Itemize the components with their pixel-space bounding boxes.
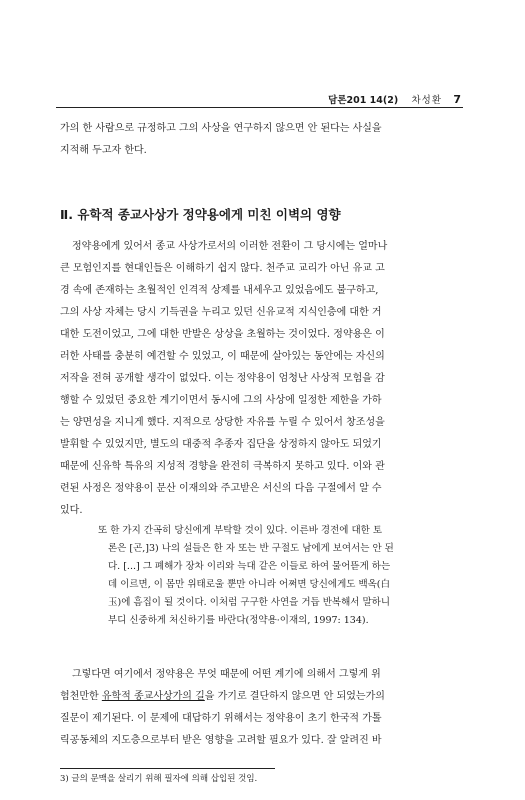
text-line: 발휘할 수 있었지만, 별도의 대중적 추종자 집단을 상정하지 않아도 되었기 <box>60 439 382 450</box>
quote-line: 데 이르면, 이 몸만 위태로울 뿐만 아니라 어쩌면 당신에게도 백옥(白 <box>108 579 391 590</box>
quote-line: 玉)에 흠집이 될 것이다. 이처럼 구구한 사연을 거듭 반복해서 말하니 <box>108 597 391 608</box>
quote-line: 론은 [곤,]3) 나의 설들은 한 자 또는 반 구절도 남에게 보여서는 안 된 <box>108 543 394 554</box>
text-line: 지적해 두고자 한다. <box>60 145 147 156</box>
quote-line: 다. [...] 그 폐해가 장차 이리와 늑대 같은 이들로 하여 물어뜯게 하는 <box>108 561 391 572</box>
text-line: 경 속에 존재하는 초월적인 인격적 상제를 내세우고 있었음에도 불구하고, <box>60 285 379 296</box>
text-line: 러한 사태를 충분히 예견할 수 있었고, 이 때문에 살아있는 동안에는 자신의 <box>60 351 385 362</box>
text-line: 있다. <box>60 505 83 516</box>
text-line <box>60 686 459 708</box>
text-line: 그의 사상 자체는 당시 기득권을 누리고 있던 신유교적 지식인층에 대한 거 <box>60 307 382 318</box>
text-line: 정약용에게 있어서 종교 사상가로서의 이러한 전환이 그 당시에는 얼마나 <box>72 241 388 252</box>
body-paragraph-1 <box>60 236 459 522</box>
quote-line: 부디 신중하게 처신하기를 바란다(정약용·이재의, 1997: 134). <box>108 615 369 626</box>
author-name: 차성환 <box>411 95 443 106</box>
underlined-phrase: 유학적 종교사상가의 길 <box>101 691 205 702</box>
quote-line: 또 한 가지 간곡히 당신에게 부탁할 것이 있다. 이른바 경전에 대한 토 <box>98 525 383 536</box>
running-head <box>328 92 461 106</box>
text-fragment: 험천만한 <box>60 691 102 702</box>
text-line: 련된 사정은 정약용이 문산 이재의와 주고받은 서신의 다음 구절에서 알 수 <box>60 483 382 494</box>
text-line: 행할 수 있었던 중요한 계기이면서 동시에 그의 사상에 일정한 제한을 가하 <box>60 395 382 406</box>
text-line: 릭공동체의 지도층으로부터 받은 영향을 고려할 필요가 있다. 잘 알려진 바 <box>60 735 382 746</box>
header-rule <box>56 107 463 108</box>
text-line: 큰 모험인지를 현대인들은 이해하기 쉽지 않다. 천주교 교리가 아닌 유교 고 <box>60 263 385 274</box>
text-fragment: 을 가기로 결단하지 않으면 안 되었는가의 <box>204 691 385 702</box>
footnote: 3) 글의 문맥을 살리기 위해 필자에 의해 삽입된 것임. <box>60 774 258 784</box>
text-line: 때문에 신유학 특유의 지성적 경향을 완전히 극복하지 못하고 있다. 이와 관 <box>60 461 385 472</box>
text-line: 는 양면성을 지니게 했다. 지적으로 상당한 자유를 누릴 수 있어서 창조성을 <box>60 417 385 428</box>
text-line: 가의 한 사람으로 규정하고 그의 사상을 연구하지 않으면 안 된다는 사실을 <box>60 123 382 134</box>
text-line: 질문이 제기된다. 이 문제에 대답하기 위해서는 정약용이 초기 한국적 가톨 <box>60 713 382 724</box>
text-line: 저작을 전혀 공개할 생각이 없었다. 이는 정약용이 엄청난 사상적 모험을 감 <box>60 373 385 384</box>
text-line: 대한 도전이었고, 그에 대한 반발은 상상을 초월하는 것이었다. 정약용은 이 <box>60 329 385 340</box>
text-line: 그렇다면 여기에서 정약용은 무엇 때문에 어떤 계기에 의해서 그렇게 위 <box>72 669 381 680</box>
section-title: Ⅱ. 유학적 종교사상가 정약용에게 미친 이벽의 영향 <box>60 207 341 222</box>
intro-paragraph <box>60 118 459 162</box>
journal-title: 담론201 14(2) <box>328 95 399 106</box>
footnote-rule <box>60 768 275 769</box>
block-quote <box>98 522 449 630</box>
body-paragraph-2 <box>60 664 459 752</box>
page-number: 7 <box>453 93 461 106</box>
